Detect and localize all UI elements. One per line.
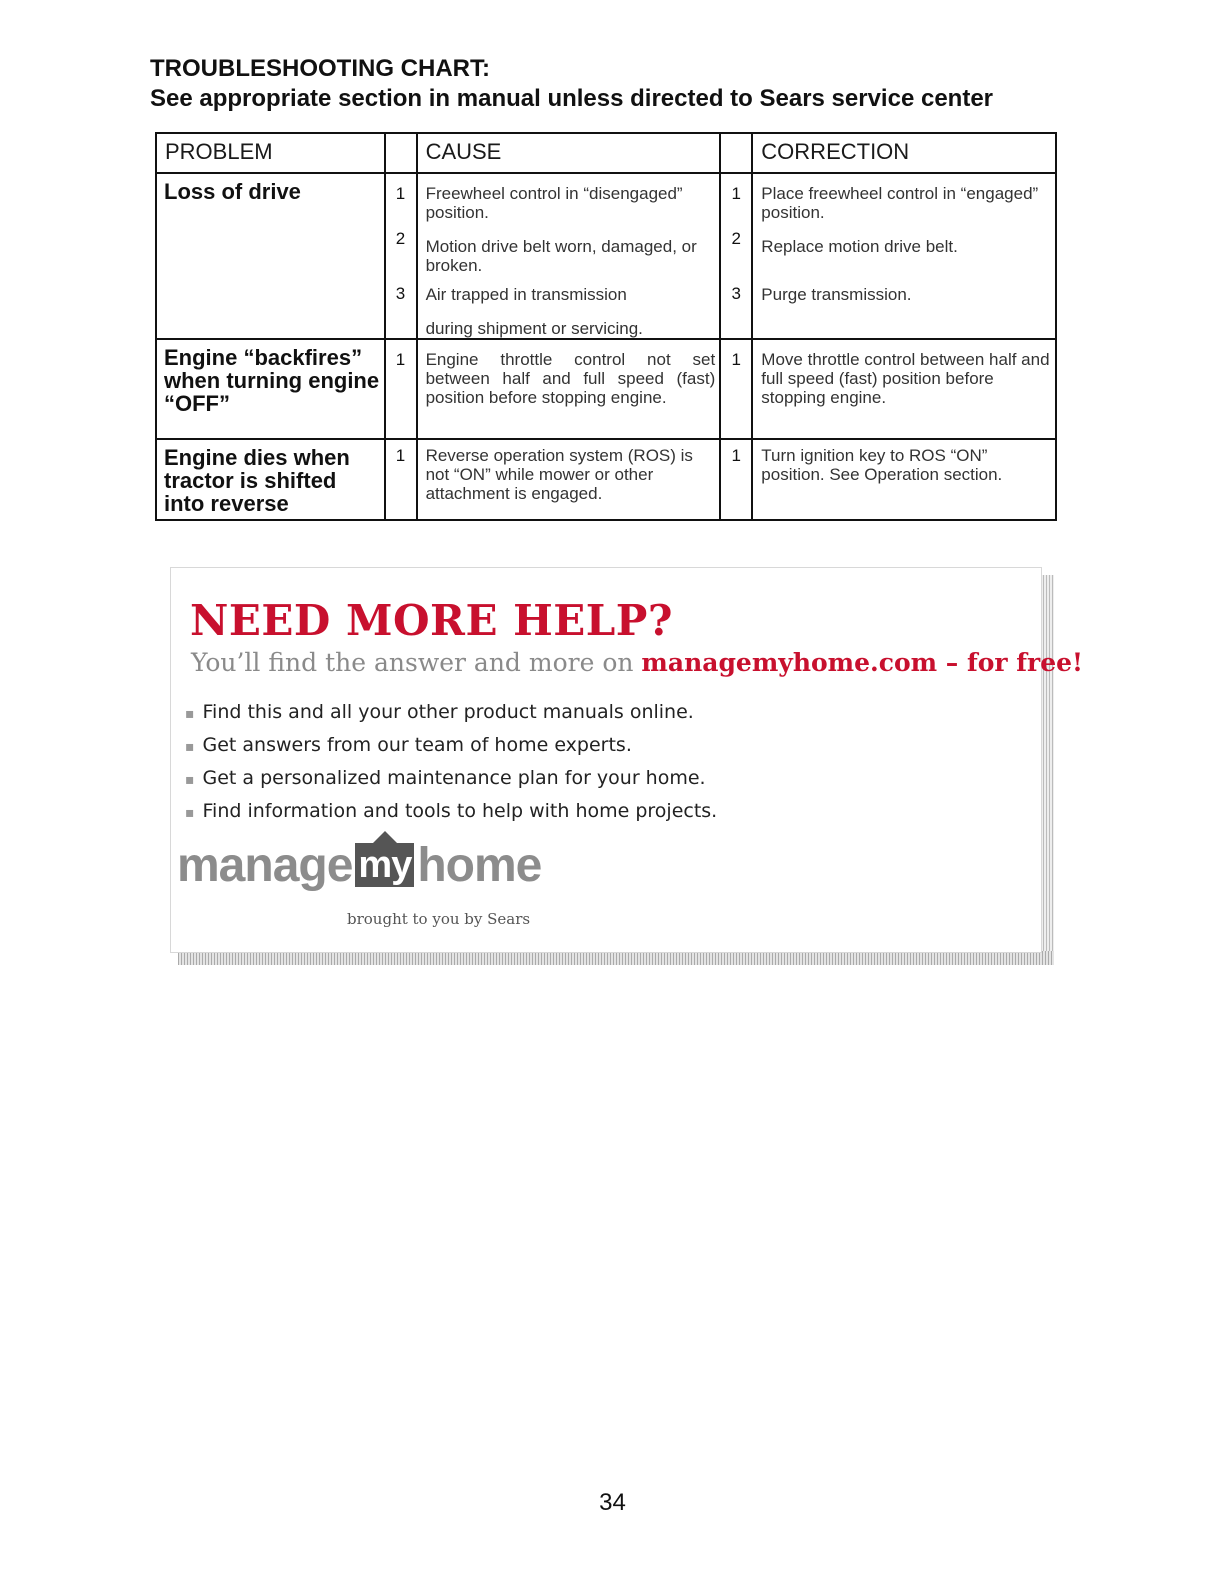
correction-text: Replace motion drive belt. — [761, 237, 958, 256]
correction-cell — [752, 339, 1056, 439]
cause-text: Motion drive belt worn, damaged, or broken. — [425, 237, 697, 275]
chart-title: TROUBLESHOOTING CHART: — [150, 55, 490, 82]
table-row — [156, 339, 1056, 439]
problem-cell: Engine “backfires” when turning engine “OFF” — [156, 339, 385, 439]
cause-number: 3 — [395, 284, 406, 303]
logo-text-home: home — [417, 839, 542, 892]
help-box — [170, 567, 1084, 953]
cause-number: 1 — [395, 350, 406, 369]
list-item — [185, 696, 717, 729]
correction-number: 1 — [731, 184, 741, 203]
logo-text-my: my — [358, 844, 412, 886]
cause-text: Freewheel control in “disengaged” position. — [425, 184, 683, 222]
correction-number: 1 — [731, 446, 741, 465]
page-number: 34 — [599, 1489, 626, 1516]
cause-number: 1 — [395, 446, 406, 465]
problem-cell: Engine dies when tractor is shifted into reverse — [156, 439, 385, 520]
list-item-text: Get answers from our team of home experts. — [202, 734, 632, 756]
correction-number: 3 — [731, 284, 741, 303]
help-subtitle — [191, 648, 1083, 677]
correction-number-cell — [720, 339, 752, 439]
bullet-icon: ▪ — [185, 739, 195, 755]
logo-house-icon — [355, 843, 414, 887]
correction-text: Turn ignition key to ROS “ON” position. See Operation section. — [761, 446, 1003, 484]
table-row — [156, 173, 1056, 339]
help-title: NEED MORE HELP? — [190, 596, 673, 645]
correction-cell — [752, 439, 1056, 520]
cause-number-cell — [385, 173, 417, 339]
list-item-text: Find this and all your other product manuals online. — [202, 701, 694, 723]
page-heading — [150, 54, 1090, 114]
managemyhome-logo — [177, 838, 541, 893]
correction-text: Move throttle control between half and full speed (fast) position before stopping engine. — [761, 350, 1050, 407]
correction-text: Place freewheel control in “engaged” position. — [761, 184, 1039, 222]
cause-text: Air trapped in transmission — [425, 285, 627, 304]
header-cause: CAUSE — [417, 133, 721, 173]
logo-text-manage: manage — [177, 839, 353, 892]
cause-number-cell — [385, 339, 417, 439]
cause-text: Reverse operation system (ROS) is not “ON” while mower or other attachment is engaged. — [425, 446, 693, 503]
help-subtitle-dash: – — [937, 648, 967, 677]
correction-text: Purge transmission. — [761, 285, 912, 304]
help-box-shadow — [178, 951, 1054, 965]
cause-cell — [417, 173, 721, 339]
troubleshooting-table — [155, 132, 1057, 521]
correction-number: 1 — [731, 350, 741, 369]
cause-text: Engine throttle control not set between half and full speed (fast) position before stopping engine. — [425, 350, 716, 407]
correction-number-cell — [720, 439, 752, 520]
site-link[interactable]: managemyhome.com — [641, 648, 938, 677]
help-subtitle-free: for free! — [967, 648, 1084, 677]
list-item — [185, 795, 717, 828]
bullet-icon: ▪ — [185, 706, 195, 722]
list-item-text: Get a personalized maintenance plan for your home. — [202, 767, 706, 789]
help-subtitle-text: You’ll find the answer and more on — [191, 648, 642, 677]
list-item — [185, 729, 717, 762]
correction-number: 2 — [731, 229, 741, 248]
chart-subtitle: See appropriate section in manual unless directed to Sears service center — [150, 85, 993, 112]
correction-cell — [752, 173, 1056, 339]
help-box-shadow — [1040, 575, 1054, 953]
cause-number: 1 — [395, 184, 406, 203]
cause-text: during shipment or servicing. — [425, 319, 643, 338]
problem-cell: Loss of drive — [156, 173, 385, 339]
header-correction: CORRECTION — [752, 133, 1056, 173]
header-problem: PROBLEM — [156, 133, 385, 173]
help-bullet-list — [185, 696, 717, 828]
cause-number-cell — [385, 439, 417, 520]
table-row — [156, 439, 1056, 520]
list-item — [185, 762, 717, 795]
bullet-icon: ▪ — [185, 805, 195, 821]
bullet-icon: ▪ — [185, 772, 195, 788]
table-header-row — [156, 133, 1056, 173]
cause-cell — [417, 339, 721, 439]
cause-number: 2 — [395, 229, 406, 248]
cause-cell — [417, 439, 721, 520]
list-item-text: Find information and tools to help with home projects. — [202, 800, 718, 822]
header-blank-1 — [385, 133, 417, 173]
header-blank-2 — [720, 133, 752, 173]
correction-number-cell — [720, 173, 752, 339]
logo-tagline: brought to you by Sears — [347, 910, 531, 928]
